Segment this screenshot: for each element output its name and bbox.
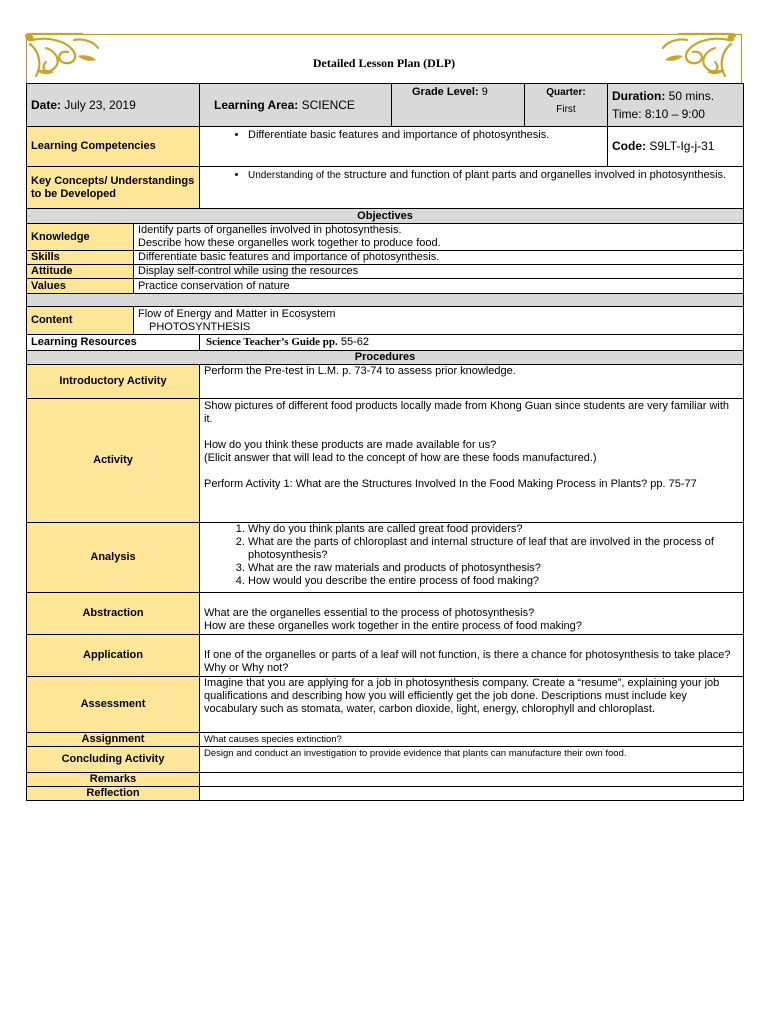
resources-pages: 55-62 (337, 336, 369, 348)
header-row (27, 84, 744, 127)
lesson-plan-table (26, 83, 744, 801)
competencies-label: Learning Competencies (27, 127, 200, 167)
attitude-row (27, 265, 744, 279)
skills-label: Skills (27, 251, 134, 265)
application-label: Application (27, 635, 200, 677)
introductory-label: Introductory Activity (27, 365, 200, 399)
activity-paragraph-1: Show pictures of different food products locally made from Khong Guan since students are very familiar with it. (204, 400, 730, 425)
learning-area-label: Learning Area: (214, 97, 299, 112)
resources-guide: Science Teacher’s Guide pp. (206, 336, 338, 348)
date-value: July 23, 2019 (64, 97, 136, 112)
abstraction-line-1: What are the organelles essential to the process of photosynthesis? (204, 607, 535, 619)
content-row (27, 307, 744, 335)
key-concept-rest: structure and function of plant parts and organelles involved in photosynthesis. (340, 169, 727, 181)
abstraction-line-2: How are these organelles work together in the entire process of food making? (204, 620, 582, 632)
code-cell (608, 127, 744, 167)
abstraction-cell (200, 593, 744, 635)
duration-value: 50 mins. (668, 89, 715, 103)
date-cell (27, 84, 200, 127)
date-label: Date: (31, 97, 62, 112)
analysis-item: 4. How would you describe the entire process of food making? (248, 575, 739, 588)
resources-cell (200, 335, 744, 351)
values-value: Practice conservation of nature (134, 279, 744, 294)
content-line-1: Flow of Energy and Matter in Ecosystem (138, 307, 336, 320)
procedures-heading: Procedures (27, 351, 744, 365)
values-label: Values (27, 279, 134, 294)
code-value: S9LT-Ig-j-31 (649, 139, 715, 153)
grade-level-label: Grade Level: (412, 86, 479, 98)
remarks-label: Remarks (27, 773, 200, 787)
assessment-row (27, 677, 744, 733)
assignment-value: What causes species extinction? (200, 733, 744, 747)
reflection-row (27, 787, 744, 801)
key-concepts-row (27, 167, 744, 209)
spacer-cell (27, 294, 744, 307)
activity-label: Activity (27, 399, 200, 523)
concluding-row (27, 747, 744, 773)
activity-paragraph-2 (204, 439, 739, 465)
skills-value: Differentiate basic features and importance of photosynthesis. (134, 251, 744, 265)
analysis-cell (200, 523, 744, 593)
procedures-heading-row (27, 351, 744, 365)
knowledge-line-1: Identify parts of organelles involved in photosynthesis. (138, 224, 402, 236)
document-title: Detailed Lesson Plan (DLP) (312, 56, 456, 70)
activity-elicit: (Elicit answer that will lead to the concept of how are these foods manufactured.) (204, 452, 597, 464)
key-concepts-cell (200, 167, 744, 209)
knowledge-row (27, 224, 744, 251)
code-label: Code: (612, 139, 646, 153)
introductory-row (27, 365, 744, 399)
remarks-row (27, 773, 744, 787)
analysis-row (27, 523, 744, 593)
reflection-value (200, 787, 744, 801)
abstraction-label: Abstraction (27, 593, 200, 635)
analysis-item: 2. What are the parts of chloroplast and internal structure of leaf that are involved in the process of photosynthesis? (248, 536, 739, 562)
quarter-label: Quarter: (546, 87, 586, 98)
spacer-row (27, 294, 744, 307)
analysis-label: Analysis (27, 523, 200, 593)
assignment-row (27, 733, 744, 747)
attitude-label: Attitude (27, 265, 134, 279)
content-cell (134, 307, 744, 335)
grade-level-cell (392, 84, 525, 127)
competency-item: • Differentiate basic features and importance of photosynthesis. (248, 129, 603, 142)
quarter-value: First (556, 104, 576, 115)
analysis-item: 3. What are the raw materials and products of photosynthesis? (248, 562, 739, 575)
attitude-value: Display self-control while using the resources (134, 265, 744, 279)
application-value: If one of the organelles or parts of a leaf will not function, is there a chance for photosynthesis to take place? Why or Why not? (200, 635, 744, 677)
key-concept-lead: Understanding of the (248, 170, 341, 181)
abstraction-row (27, 593, 744, 635)
concluding-value: Design and conduct an investigation to provide evidence that plants can manufacture their own food. (200, 747, 744, 773)
remarks-value (200, 773, 744, 787)
activity-row (27, 399, 744, 523)
duration-cell (608, 84, 744, 127)
content-label: Content (27, 307, 134, 335)
activity-question: How do you think these products are made available for us? (204, 439, 497, 451)
key-concepts-label: Key Concepts/ Understandings to be Developed (27, 167, 200, 209)
concluding-label: Concluding Activity (27, 747, 200, 773)
values-row (27, 279, 744, 294)
competencies-cell (200, 127, 608, 167)
learning-area-cell (200, 84, 392, 127)
analysis-item: 1. Why do you think plants are called great food providers? (248, 523, 739, 536)
activity-paragraph-3: Perform Activity 1: What are the Structures Involved In the Food Making Process in Plants? pp. 75-77 (204, 478, 697, 490)
assessment-label: Assessment (27, 677, 200, 733)
knowledge-cell (134, 224, 744, 251)
duration-label: Duration: (612, 89, 666, 103)
resources-label: Learning Resources (27, 335, 200, 351)
objectives-heading: Objectives (27, 209, 744, 224)
quarter-cell (525, 84, 608, 127)
learning-area-value: SCIENCE (301, 97, 355, 112)
assessment-value: Imagine that you are applying for a job in photosynthesis company. Create a “resume”, explaining your job qualifications and describing how you will efficiently get the job done. Descriptions must include key vocabulary such as stomata, water, carbon dioxide, light, energy, chlorophyll and chloroplast. (200, 677, 744, 733)
introductory-value: Perform the Pre-test in L.M. p. 73-74 to assess prior knowledge. (200, 365, 744, 399)
application-row (27, 635, 744, 677)
skills-row (27, 251, 744, 265)
key-concept-item (248, 169, 739, 182)
content-line-2: PHOTOSYNTHESIS (149, 320, 251, 333)
analysis-list (204, 523, 739, 588)
knowledge-label: Knowledge (27, 224, 134, 251)
activity-cell (200, 399, 744, 523)
competencies-row (27, 127, 744, 167)
resources-row (27, 335, 744, 351)
grade-level-value: 9 (481, 86, 488, 98)
objectives-heading-row (27, 209, 744, 224)
knowledge-line-2: Describe how these organelles work together to produce food. (138, 237, 441, 249)
time-value: Time: 8:10 – 9:00 (612, 107, 705, 121)
assignment-label: Assignment (27, 733, 200, 747)
reflection-label: Reflection (27, 787, 200, 801)
